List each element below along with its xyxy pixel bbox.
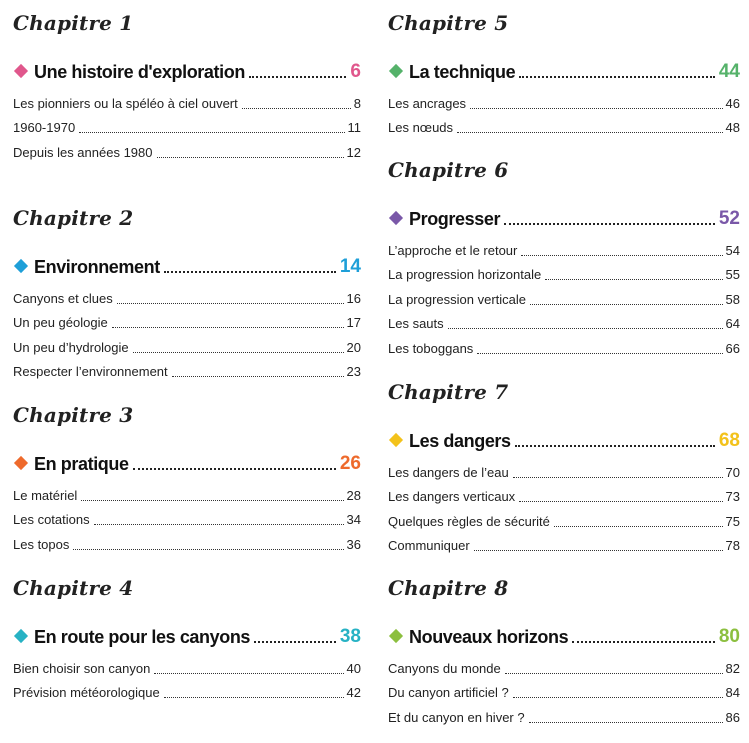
chapter-7 (388, 377, 740, 555)
entry-title: Les sauts (388, 316, 444, 331)
section-heading[interactable] (388, 623, 740, 649)
toc-entry[interactable] (388, 482, 740, 507)
entry-title: Depuis les années 1980 (13, 144, 153, 160)
toc-entry[interactable] (388, 309, 740, 334)
dot-leader (249, 76, 347, 78)
entry-title: La progression verticale (388, 291, 527, 307)
section-page-number: 80 (718, 626, 740, 647)
toc-entry[interactable] (388, 678, 740, 703)
toc-entry[interactable] (388, 653, 740, 678)
toc-entry[interactable] (13, 505, 361, 530)
entry-page-number: 82 (725, 660, 740, 676)
toc-entry[interactable] (388, 702, 740, 727)
section-heading[interactable] (13, 253, 361, 279)
entry-page-number: 40 (346, 660, 361, 676)
entry-title: Les dangers de l’eau (388, 464, 509, 480)
dot-leader (515, 445, 715, 447)
diamond-bullet-icon (14, 629, 28, 643)
chapter-4 (13, 573, 361, 702)
entry-title: Les nœuds (388, 120, 454, 135)
section-heading[interactable] (13, 58, 361, 84)
section-heading[interactable] (13, 623, 361, 649)
diamond-bullet-icon (14, 259, 28, 273)
entry-page-number: 73 (725, 489, 740, 504)
dot-leader (164, 271, 336, 273)
toc-entry[interactable] (388, 260, 740, 285)
section-title: Une histoire d'exploration (34, 62, 245, 82)
chapter-title: Chapitre 5 (388, 11, 509, 35)
entry-page-number: 11 (347, 120, 361, 135)
entry-list (13, 480, 361, 554)
dot-leader (172, 376, 344, 377)
entry-page-number: 20 (346, 339, 361, 355)
section-title: En route pour les canyons (34, 627, 251, 647)
chapter-title: Chapitre 7 (388, 380, 509, 404)
chapter-title: Chapitre 8 (388, 576, 509, 600)
diamond-bullet-icon (389, 64, 403, 78)
entry-page-number: 66 (725, 340, 740, 356)
toc-entry[interactable] (388, 235, 740, 260)
dot-leader (519, 76, 715, 78)
entry-title: Respecter l’environnement (13, 364, 168, 379)
entry-page-number: 23 (346, 364, 361, 379)
dot-leader (79, 132, 344, 133)
entry-page-number: 17 (346, 315, 361, 330)
dot-leader (545, 279, 722, 280)
entry-title: Les pionniers ou la spéléo à ciel ouvert (13, 95, 238, 111)
entry-title: Les ancrages (388, 95, 467, 111)
entry-title: Communiquer (388, 538, 470, 553)
section-page-number: 68 (718, 430, 740, 451)
entry-title: Le matériel (13, 487, 78, 503)
dot-leader (530, 304, 723, 305)
diamond-bullet-icon (14, 64, 28, 78)
dot-leader (94, 524, 344, 525)
entry-page-number: 58 (725, 291, 740, 307)
entry-title: 1960-1970 (13, 120, 76, 135)
section-page-number: 38 (339, 626, 361, 647)
diamond-bullet-icon (389, 211, 403, 225)
chapter-1 (13, 8, 361, 162)
chapter-title: Chapitre 2 (13, 206, 134, 230)
entry-list (13, 88, 361, 162)
section-page-number: 26 (339, 453, 361, 474)
chapter-title: Chapitre 1 (13, 11, 134, 35)
entry-list (13, 653, 361, 702)
dot-leader (133, 468, 336, 470)
entry-list (388, 457, 740, 555)
entry-page-number: 42 (346, 685, 361, 700)
entry-page-number: 8 (353, 95, 361, 111)
chapter-title: Chapitre 3 (13, 403, 134, 427)
dot-leader (505, 673, 723, 674)
entry-title: Prévision météorologique (13, 685, 160, 700)
dot-leader (448, 328, 723, 329)
section-heading[interactable] (13, 450, 361, 476)
toc-entry[interactable] (388, 531, 740, 556)
entry-page-number: 12 (346, 144, 361, 160)
dot-leader (470, 108, 722, 109)
entry-list (13, 283, 361, 381)
entry-title: L’approche et le retour (388, 242, 518, 258)
chapter-title: Chapitre 4 (13, 576, 134, 600)
toc-entry[interactable] (13, 308, 361, 333)
section-page-number: 52 (718, 208, 740, 229)
dot-leader (112, 327, 344, 328)
entry-page-number: 70 (725, 464, 740, 480)
entry-list (388, 88, 740, 137)
section-heading[interactable] (388, 427, 740, 453)
dot-leader (521, 255, 722, 256)
section-title: Les dangers (409, 431, 511, 451)
entry-list (388, 653, 740, 727)
toc-entry[interactable] (13, 529, 361, 554)
dot-leader (133, 352, 344, 353)
entry-title: La progression horizontale (388, 267, 542, 282)
entry-page-number: 75 (725, 513, 740, 529)
dot-leader (81, 500, 343, 501)
dot-leader (477, 353, 722, 354)
section-title: Nouveaux horizons (409, 627, 569, 647)
dot-leader (117, 303, 344, 304)
toc-entry[interactable] (13, 283, 361, 308)
dot-leader (73, 549, 343, 550)
dot-leader (254, 641, 336, 643)
entry-title: Canyons du monde (388, 660, 501, 676)
entry-page-number: 86 (725, 709, 740, 725)
entry-page-number: 48 (725, 120, 740, 135)
entry-page-number: 28 (346, 487, 361, 503)
chapter-6 (388, 155, 740, 358)
entry-page-number: 46 (725, 95, 740, 111)
chapter-5 (388, 8, 740, 137)
section-title: Environnement (34, 257, 160, 277)
dot-leader (154, 673, 343, 674)
entry-page-number: 34 (346, 512, 361, 527)
toc-entry[interactable] (13, 88, 361, 113)
section-title: Progresser (409, 209, 501, 229)
entry-title: Les cotations (13, 512, 90, 527)
entry-title: Les topos (13, 536, 70, 552)
diamond-bullet-icon (389, 433, 403, 447)
entry-title: Un peu géologie (13, 315, 108, 330)
entry-title: Un peu d’hydrologie (13, 339, 129, 355)
diamond-bullet-icon (389, 629, 403, 643)
toc-entry[interactable] (13, 113, 361, 138)
entry-page-number: 36 (346, 536, 361, 552)
entry-page-number: 54 (725, 242, 740, 258)
toc-entry[interactable] (13, 653, 361, 678)
dot-leader (519, 501, 722, 502)
dot-leader (504, 223, 715, 225)
toc-entry[interactable] (388, 333, 740, 358)
section-title: La technique (409, 62, 516, 82)
entry-title: Du canyon artificiel ? (388, 685, 509, 700)
dot-leader (513, 477, 723, 478)
entry-title: Les toboggans (388, 340, 474, 356)
toc-entry[interactable] (388, 284, 740, 309)
toc-entry[interactable] (388, 113, 740, 138)
section-title: En pratique (34, 454, 129, 474)
section-page-number: 6 (350, 61, 361, 82)
section-heading[interactable] (388, 205, 740, 231)
entry-title: Canyons et clues (13, 290, 113, 306)
dot-leader (572, 641, 715, 643)
toc-entry[interactable] (13, 332, 361, 357)
section-page-number: 44 (718, 61, 740, 82)
entry-list (388, 235, 740, 358)
entry-page-number: 64 (725, 316, 740, 331)
dot-leader (513, 697, 723, 698)
toc-entry[interactable] (13, 137, 361, 162)
chapter-title: Chapitre 6 (388, 158, 509, 182)
toc-entry[interactable] (13, 357, 361, 382)
chapter-8 (388, 573, 740, 727)
entry-title: Et du canyon en hiver ? (388, 709, 525, 725)
chapter-3 (13, 400, 361, 554)
toc-entry[interactable] (13, 678, 361, 703)
entry-title: Quelques règles de sécurité (388, 513, 550, 529)
entry-title: Les dangers verticaux (388, 489, 516, 504)
dot-leader (242, 108, 351, 109)
dot-leader (474, 550, 723, 551)
chapter-2 (13, 203, 361, 381)
section-page-number: 14 (339, 256, 361, 277)
diamond-bullet-icon (14, 456, 28, 470)
section-heading[interactable] (388, 58, 740, 84)
toc-entry[interactable] (388, 506, 740, 531)
entry-page-number: 84 (725, 685, 740, 700)
entry-page-number: 55 (725, 267, 740, 282)
toc-entry[interactable] (13, 480, 361, 505)
entry-page-number: 78 (725, 538, 740, 553)
toc-entry[interactable] (388, 88, 740, 113)
entry-page-number: 16 (346, 290, 361, 306)
dot-leader (164, 697, 344, 698)
dot-leader (157, 157, 344, 158)
dot-leader (554, 526, 723, 527)
dot-leader (529, 722, 723, 723)
entry-title: Bien choisir son canyon (13, 660, 151, 676)
toc-entry[interactable] (388, 457, 740, 482)
dot-leader (457, 132, 722, 133)
